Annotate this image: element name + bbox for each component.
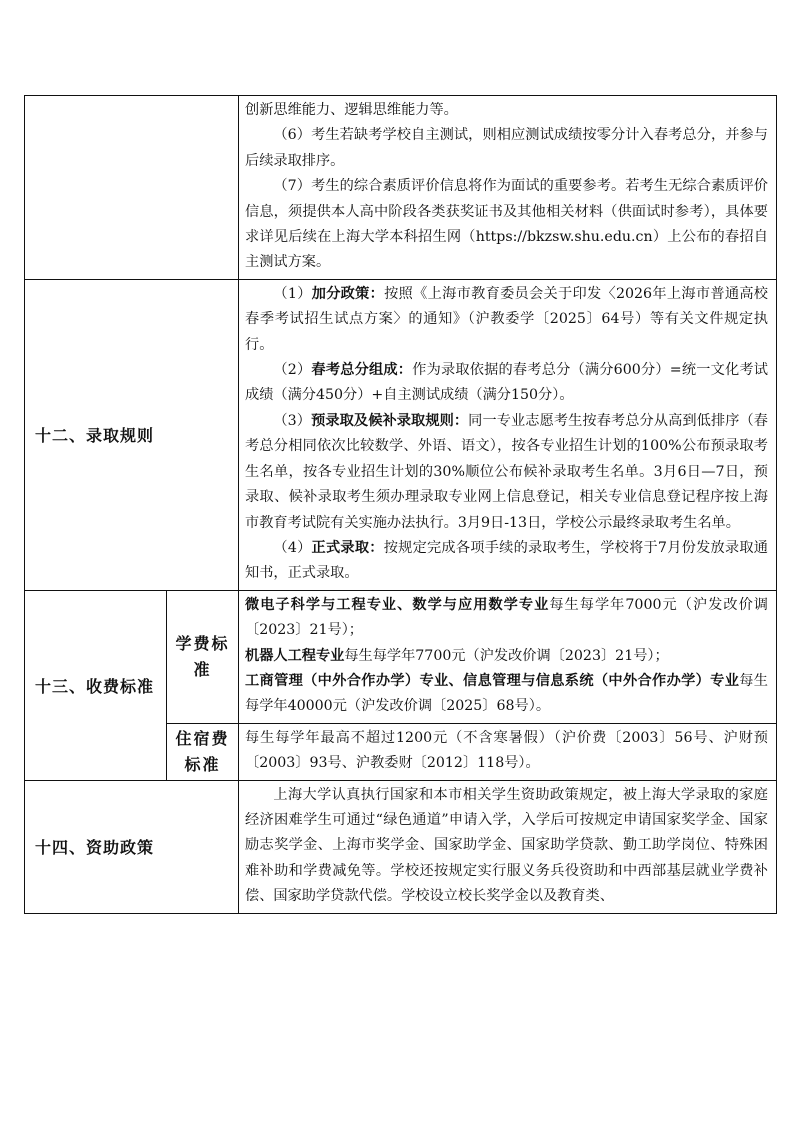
accommodation-content [239, 723, 777, 780]
section-13-label: 十三、收费标准 [25, 590, 167, 780]
accommodation-text: 每生每学年最高不超过1200元（不含寒暑假）（沪价费〔2003〕56号、沪财预〔2003〕93号、沪教委财〔2012〕118号）。 [245, 729, 768, 772]
empty-label-cell [25, 96, 239, 280]
rule-title: 加分政策： [311, 285, 385, 302]
rule-title: 春考总分组成： [311, 362, 413, 379]
rule-item: （2）春考总分组成：作为录取依据的春考总分（满分600分）=统一文化考试成绩（满分450分）+自主测试成绩（满分150分）。 [245, 362, 768, 404]
admission-info-table [24, 95, 777, 914]
tuition-entry: 微电子科学与工程专业、数学与应用数学专业每生每学年7000元（沪发改价调〔2023〕21号）； [245, 596, 768, 639]
continuation-paragraph: 创新思维能力、逻辑思维能力等。 [245, 102, 458, 118]
continuation-paragraph: （6）考生若缺考学校自主测试，则相应测试成绩按零分计入春考总分，并参与后续录取排序。 [245, 127, 768, 169]
tuition-entry: 工商管理（中外合作办学）专业、信息管理与信息系统（中外合作办学）专业每生每学年40000元（沪发改价调〔2025〕68号）。 [245, 672, 768, 715]
tuition-entry: 机器人工程专业每生每学年7700元（沪发改价调〔2023〕21号）； [245, 647, 669, 664]
continuation-paragraph: （7）考生的综合素质评价信息将作为面试的重要参考。若考生无综合素质评价信息，须提供本人高中阶段各类获奖证书及其他相关材料（供面试时参考），具体要求详见后续在上海大学本科招生网（https://bkzsw.shu.edu.cn）上公布的春招自主测试方案。 [245, 178, 768, 271]
section-14-content [239, 780, 777, 913]
continuation-content [239, 96, 777, 280]
section-12-content [239, 279, 777, 590]
aid-policy-text: 上海大学认真执行国家和本市相关学生资助政策规定，被上海大学录取的家庭经济困难学生可通过“绿色通道”申请入学，入学后可按规定申请国家奖学金、国家励志奖学金、上海市奖学金、国家助学金、国家助学贷款、勤工助学岗位、特殊困难补助和学费减免等。学校还按规定实行服义务兵役资助和中西部基层就业学费补偿、国家助学贷款代偿。学校设立校长奖学金以及教育类、 [245, 786, 768, 905]
section-12-label: 十二、录取规则 [25, 279, 239, 590]
continuation-row [25, 96, 777, 280]
rule-item: （1）加分政策：按照《上海市教育委员会关于印发〈2026年上海市普通高校春季考试招生试点方案〉的通知》（沪教委学〔2025〕64号）等有关文件规定执行。 [245, 285, 768, 353]
section-14-label: 十四、资助政策 [25, 780, 239, 913]
rule-title: 预录取及候补录取规则： [311, 412, 469, 429]
section-13-tuition-row [25, 590, 777, 723]
section-14-row [25, 780, 777, 913]
rule-item: （3）预录取及候补录取规则：同一专业志愿考生按春考总分从高到低排序（春考总分相同依次比较数学、外语、语文），按各专业招生计划的100%公布预录取考生名单，按各专业招生计划的30%顺位公布候补录取考生名单。3月6日—7日，预录取、候补录取考生须办理录取专业网上信息登记，相关专业信息登记程序按上海市教育考试院有关实施办法执行。3月9日-13日，学校公示最终录取考生名单。 [245, 412, 768, 531]
rule-item: （4）正式录取：按规定完成各项手续的录取考生，学校将于7月份发放录取通知书，正式录取。 [245, 539, 768, 582]
rule-title: 正式录取： [311, 539, 384, 556]
tuition-label: 学费标准 [167, 590, 239, 723]
tuition-content [239, 590, 777, 723]
accommodation-label: 住宿费标准 [167, 723, 239, 780]
section-12-row [25, 279, 777, 590]
